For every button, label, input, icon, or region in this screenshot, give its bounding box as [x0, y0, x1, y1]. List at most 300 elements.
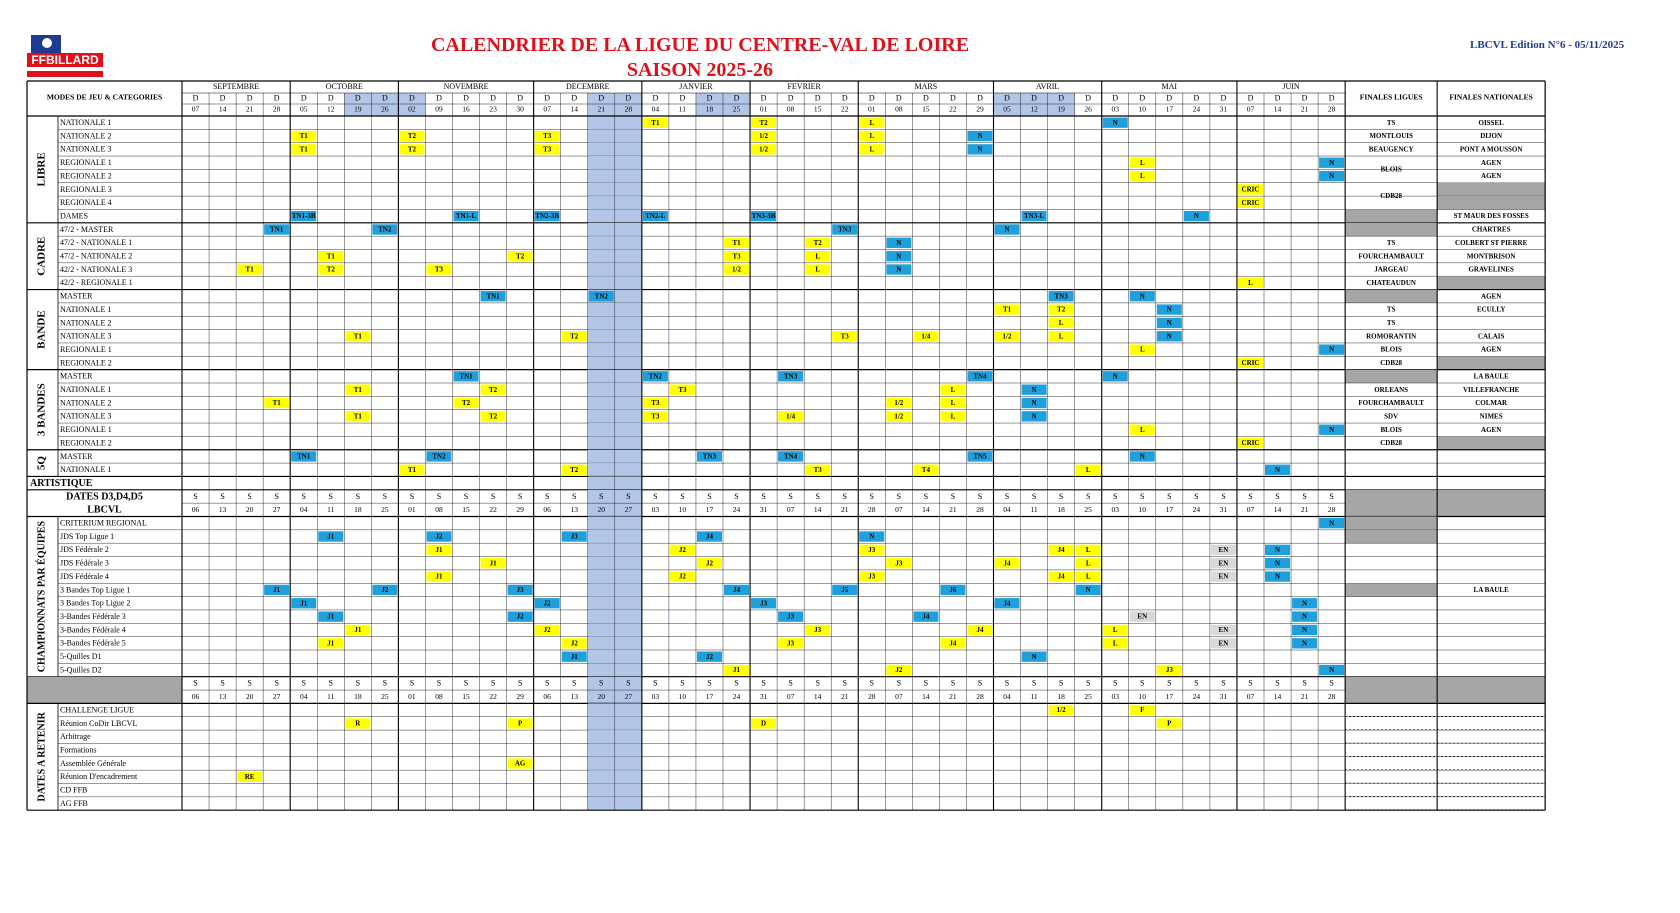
day-number: 07	[895, 505, 903, 515]
day-number: 28	[1327, 104, 1336, 114]
day-letter: S	[626, 678, 631, 688]
day-number: 10	[1138, 505, 1147, 515]
cell-label: J2	[381, 586, 389, 595]
day-letter: D	[1301, 93, 1308, 103]
day-letter: S	[923, 491, 929, 501]
day-number: 01	[408, 691, 416, 701]
cell-label: J4	[705, 532, 713, 541]
cell-label: D	[761, 719, 767, 728]
cell-label: T3	[813, 465, 822, 474]
section-libre: LIBRE	[35, 152, 48, 187]
category-label: REGIONALE 1	[60, 158, 112, 168]
day-letter: S	[1058, 678, 1064, 688]
day-number: 11	[1030, 505, 1038, 515]
day-letter: D	[1004, 93, 1010, 103]
day-letter: S	[193, 678, 198, 688]
finale-nationale: AGEN	[1481, 158, 1502, 167]
dates-label-1: DATES D3,D4,D5	[66, 491, 143, 503]
day-letter: D	[300, 93, 307, 103]
day-letter: S	[355, 678, 361, 688]
day-number: 01	[868, 104, 876, 114]
cell-label: P	[1167, 719, 1172, 728]
cell-label: T3	[434, 265, 444, 274]
day-number: 21	[840, 505, 849, 515]
finale-ligue: CDB28	[1380, 439, 1403, 448]
cell-label: L	[1085, 572, 1091, 581]
day-letter: D	[544, 93, 551, 103]
cell-label: 1/4	[921, 332, 931, 341]
cell-label: TN4	[973, 372, 987, 381]
category-label: NATIONALE 3	[60, 144, 112, 154]
day-letter: D	[571, 93, 578, 103]
day-letter: S	[1085, 678, 1091, 688]
cell-label: T1	[299, 132, 308, 141]
day-letter: S	[463, 678, 469, 688]
category-label: REGIONALE 2	[60, 438, 112, 448]
day-letter: S	[1112, 678, 1118, 688]
day-number: 11	[327, 691, 335, 701]
day-number: 31	[1219, 104, 1228, 114]
finale-ligue: TS	[1386, 118, 1396, 127]
day-number: 21	[1300, 104, 1309, 114]
finale-nationale: OISSEL	[1478, 118, 1504, 127]
day-number: 18	[1057, 505, 1065, 515]
cell-label: J3	[1165, 666, 1173, 675]
day-letter: S	[1302, 491, 1307, 501]
cell-label: N	[977, 132, 983, 141]
cell-label: J3	[895, 559, 903, 568]
team-competition-label: 5-Quilles D2	[60, 665, 102, 675]
day-number: 10	[678, 691, 687, 701]
day-letter: S	[1194, 491, 1199, 501]
cell-label: T2	[813, 238, 822, 247]
day-number: 04	[299, 505, 308, 515]
cell-label: TN2-L	[645, 212, 666, 221]
cell-label: T3	[678, 385, 687, 394]
day-letter: S	[1221, 491, 1226, 501]
day-letter: S	[301, 678, 306, 688]
day-letter: D	[1058, 93, 1065, 103]
day-number: 07	[543, 104, 551, 114]
day-number: 11	[1030, 691, 1038, 701]
cell-label: L	[815, 265, 821, 274]
cell-label: TN2	[594, 292, 608, 301]
day-letter: S	[220, 678, 225, 688]
finale-nationale: COLBERT ST PIERRE	[1455, 238, 1528, 247]
day-number: 10	[678, 505, 687, 515]
category-label: 47/2 - NATIONALE 2	[60, 251, 133, 261]
finale-nationale: PONT A MOUSSON	[1459, 145, 1523, 154]
day-number: 22	[949, 104, 957, 114]
cell-label: J3	[787, 612, 795, 621]
finals-ligue-header: FINALES LIGUES	[1359, 92, 1423, 102]
day-number: 07	[1246, 691, 1255, 701]
cell-label: N	[869, 532, 875, 541]
cell-label: N	[1329, 172, 1335, 181]
cell-label: TN2	[648, 372, 662, 381]
cell-label: T1	[353, 332, 362, 341]
cell-label: T1	[353, 385, 362, 394]
finale-nationale: COLMAR	[1475, 399, 1508, 408]
day-number: 27	[624, 691, 633, 701]
cell-label: EN	[1137, 612, 1148, 621]
day-letter: S	[517, 678, 523, 688]
finale-ligue: FOURCHAMBAULT	[1358, 399, 1424, 408]
day-letter: S	[1275, 491, 1280, 501]
cell-label: L	[1085, 545, 1091, 554]
day-number: 19	[354, 104, 362, 114]
month-decembre: DECEMBRE	[565, 81, 610, 91]
day-number: 24	[732, 505, 741, 515]
month-octobre: OCTOBRE	[325, 81, 363, 91]
cell-label: 1/2	[1056, 706, 1066, 715]
day-number: 28	[976, 505, 984, 515]
cell-label: T2	[461, 399, 471, 408]
day-letter: S	[328, 678, 334, 688]
day-number: 07	[895, 691, 903, 701]
cell-label: L	[1085, 465, 1091, 474]
cell-label: L	[1139, 425, 1145, 434]
retain-item-label: Formations	[60, 745, 97, 755]
cell-label: J2	[705, 559, 713, 568]
cell-label: J1	[327, 532, 335, 541]
cell-label: J4	[976, 626, 984, 635]
day-letter: S	[409, 678, 415, 688]
day-number: 26	[1084, 104, 1092, 114]
cell-label: J1	[273, 586, 281, 595]
day-number: 23	[489, 104, 497, 114]
cell-label: RE	[244, 772, 255, 781]
category-label: 47/2 - NATIONALE 1	[60, 238, 133, 248]
finale-ligue: FOURCHAMBAULT	[1358, 252, 1424, 261]
cell-label: 1/2	[894, 412, 904, 421]
section-3-bandes: 3 BANDES	[35, 383, 48, 437]
day-letter: S	[653, 491, 658, 501]
category-label: MASTER	[60, 371, 93, 381]
cell-label: EN	[1218, 545, 1229, 554]
cell-label: L	[869, 132, 875, 141]
day-letter: S	[301, 491, 306, 501]
cell-label: T3	[543, 145, 552, 154]
day-number: 28	[976, 691, 984, 701]
day-number: 22	[489, 691, 497, 701]
day-number: 14	[1273, 691, 1282, 701]
cell-label: N	[1166, 319, 1172, 328]
day-letter: S	[355, 491, 361, 501]
day-number: 15	[462, 691, 470, 701]
day-letter: S	[490, 491, 496, 501]
day-letter: D	[706, 93, 713, 103]
day-letter: D	[1220, 93, 1227, 103]
cell-label: N	[1302, 626, 1308, 635]
day-letter: S	[950, 678, 956, 688]
section-bande: BANDE	[35, 310, 48, 349]
cell-label: TN1	[486, 292, 500, 301]
cell-label: N	[1112, 118, 1118, 127]
finale-nationale: AGEN	[1481, 425, 1502, 434]
category-label: NATIONALE 1	[60, 118, 112, 128]
retain-item-label: AG FFB	[60, 798, 88, 808]
section-cadre: CADRE	[35, 236, 48, 276]
cell-label: L	[815, 252, 821, 261]
day-letter: S	[1167, 678, 1172, 688]
cell-label: T2	[759, 118, 768, 127]
day-number: 11	[678, 104, 687, 114]
day-number: 25	[381, 691, 389, 701]
day-number: 21	[1300, 691, 1309, 701]
finale-ligue: BLOIS	[1380, 425, 1402, 434]
day-letter: S	[247, 678, 252, 688]
day-letter: D	[1193, 93, 1200, 103]
day-number: 24	[1192, 691, 1201, 701]
cell-label: N	[1302, 599, 1308, 608]
day-number: 28	[868, 505, 876, 515]
day-number: 25	[732, 104, 741, 114]
cell-label: N	[1329, 425, 1335, 434]
finale-ligue: MONTLOUIS	[1369, 132, 1413, 141]
day-number: 06	[191, 505, 200, 515]
day-number: 22	[840, 104, 849, 114]
cell-label: N	[1031, 412, 1037, 421]
cell-label: L	[1139, 345, 1145, 354]
day-number: 15	[922, 104, 930, 114]
day-number: 21	[245, 104, 254, 114]
day-number: 16	[462, 104, 470, 114]
cell-label: J4	[949, 639, 957, 648]
cell-label: F	[1140, 706, 1145, 715]
day-number: 27	[272, 691, 281, 701]
day-number: 29	[516, 505, 524, 515]
cell-label: TN2-3B	[535, 212, 560, 221]
cell-label: CRIC	[1241, 439, 1260, 448]
cell-label: J2	[516, 612, 524, 621]
finale-ligue: CHATEAUDUN	[1366, 278, 1416, 287]
day-number: 17	[1165, 691, 1174, 701]
cell-label: N	[1004, 225, 1010, 234]
finale-nationale: CALAIS	[1477, 332, 1505, 341]
finale-ligue: SDV	[1384, 412, 1399, 421]
finale-ligue: CDB28	[1380, 192, 1403, 201]
cell-label: N	[1193, 212, 1199, 221]
day-letter: D	[598, 93, 605, 103]
day-letter: S	[977, 491, 983, 501]
cell-label: 1/2	[759, 145, 769, 154]
day-number: 27	[624, 505, 633, 515]
day-number: 25	[1084, 505, 1092, 515]
day-letter: D	[1085, 93, 1092, 103]
category-label: MASTER	[60, 451, 93, 461]
day-letter: D	[841, 93, 848, 103]
day-letter: S	[220, 491, 225, 501]
day-letter: D	[760, 93, 767, 103]
finale-ligue: TS	[1386, 305, 1396, 314]
day-letter: D	[517, 93, 524, 103]
finale-ligue: BLOIS	[1380, 345, 1402, 354]
day-number: 21	[597, 104, 606, 114]
cell-label: N	[1329, 666, 1335, 675]
team-competition-label: JDS Top Ligue 1	[60, 531, 115, 541]
cell-label: EN	[1218, 559, 1229, 568]
month-avril: AVRIL	[1035, 81, 1060, 91]
day-letter: S	[653, 678, 658, 688]
day-number: 01	[759, 104, 768, 114]
section-5q: 5Q	[35, 456, 48, 471]
day-letter: S	[328, 491, 334, 501]
day-letter: S	[1031, 491, 1037, 501]
finale-nationale: VILLEFRANCHE	[1462, 385, 1520, 394]
team-competition-label: CRITERIUM REGIONAL	[60, 518, 147, 528]
day-letter: D	[814, 93, 821, 103]
day-number: 08	[435, 505, 443, 515]
category-label: 42/2 - NATIONALE 3	[60, 264, 133, 274]
cell-label: J3	[787, 639, 795, 648]
cell-label: N	[1139, 292, 1145, 301]
cell-label: 1/2	[759, 132, 769, 141]
day-letter: S	[571, 491, 577, 501]
day-letter: S	[761, 491, 766, 501]
cell-label: J4	[733, 586, 741, 595]
day-letter: S	[382, 491, 388, 501]
cell-label: N	[1302, 612, 1308, 621]
cell-label: J5	[841, 586, 849, 595]
day-letter: S	[923, 678, 929, 688]
cell-label: 1/4	[786, 412, 796, 421]
day-number: 06	[543, 691, 551, 701]
day-letter: D	[1031, 93, 1037, 103]
day-number: 29	[976, 104, 984, 114]
section-label: CHAMPIONNATS PAR ÉQUIPES	[36, 520, 48, 673]
day-letter: S	[1004, 491, 1010, 501]
cell-label: T2	[516, 252, 525, 261]
cell-label: J4	[922, 612, 930, 621]
category-label: NATIONALE 1	[60, 304, 112, 314]
day-number: 08	[435, 691, 443, 701]
day-number: 06	[191, 691, 200, 701]
day-letter: S	[788, 678, 793, 688]
day-number: 07	[1246, 505, 1255, 515]
day-number: 07	[786, 505, 795, 515]
cell-label: J2	[678, 572, 686, 581]
cell-label: T1	[272, 399, 281, 408]
month-mars: MARS	[914, 81, 938, 91]
day-number: 17	[1165, 505, 1174, 515]
day-number: 14	[570, 104, 578, 114]
day-letter: S	[436, 491, 442, 501]
category-label: REGIONALE 4	[60, 198, 112, 208]
cell-label: J3	[570, 532, 578, 541]
cell-label: P	[517, 719, 523, 728]
day-letter: S	[761, 678, 766, 688]
day-number: 07	[1246, 104, 1255, 114]
day-letter: D	[192, 93, 199, 103]
day-number: 24	[1192, 104, 1201, 114]
day-letter: D	[625, 93, 632, 103]
cell-label: J1	[733, 666, 741, 675]
team-competition-label: JDS Fédérale 4	[60, 571, 109, 581]
category-label: REGIONALE 1	[60, 344, 112, 354]
category-label: REGIONALE 2	[60, 358, 112, 368]
day-number: 22	[489, 505, 497, 515]
cell-label: L	[869, 145, 875, 154]
cell-label: T1	[299, 145, 308, 154]
team-competition-label: JDS Fédérale 3	[60, 558, 109, 568]
day-letter: S	[680, 491, 685, 501]
cell-label: T1	[326, 252, 335, 261]
cell-label: J1	[435, 572, 443, 581]
day-number: 06	[543, 505, 551, 515]
day-letter: S	[1302, 678, 1307, 688]
cell-label: J2	[543, 626, 551, 635]
cell-label: CRIC	[1241, 185, 1260, 194]
day-letter: D	[1139, 93, 1146, 103]
category-label: DAMES	[60, 211, 89, 221]
category-label: MASTER	[60, 291, 93, 301]
cell-label: T2	[570, 465, 579, 474]
cell-label: TN2	[432, 452, 446, 461]
cell-label: N	[977, 145, 983, 154]
day-number: 21	[1300, 505, 1309, 515]
month-fevrier: FEVRIER	[787, 81, 821, 91]
day-number: 14	[813, 691, 822, 701]
cell-label: J4	[1057, 572, 1065, 581]
day-letter: D	[1328, 93, 1335, 103]
day-number: 03	[1111, 505, 1119, 515]
cell-label: J1	[327, 612, 335, 621]
day-letter: S	[517, 491, 523, 501]
day-number: 20	[245, 691, 254, 701]
cell-label: L	[1112, 639, 1118, 648]
cell-label: N	[1085, 586, 1091, 595]
cell-label: TN2	[378, 225, 392, 234]
category-label: REGIONALE 2	[60, 171, 112, 181]
cell-label: T1	[407, 465, 417, 474]
cell-label: J1	[300, 599, 308, 608]
day-number: 15	[813, 104, 822, 114]
day-letter: S	[436, 678, 442, 688]
title-line-2: SAISON 2025-26	[626, 59, 774, 81]
cell-label: EN	[1218, 639, 1229, 648]
day-letter: D	[868, 93, 875, 103]
category-label: 42/2 - REGIONALE 1	[60, 278, 133, 288]
day-number: 20	[245, 505, 254, 515]
team-competition-label: 3-Bandes Fédérale 4	[60, 625, 126, 635]
day-number: 14	[218, 104, 227, 114]
cell-label: L	[1058, 319, 1064, 328]
cell-label: L	[1085, 559, 1091, 568]
cell-label: L	[950, 412, 956, 421]
cell-label: T4	[921, 465, 930, 474]
category-label: NATIONALE 2	[60, 398, 112, 408]
day-number: 08	[786, 104, 795, 114]
cell-label: J2	[543, 599, 551, 608]
cell-label: N	[1274, 545, 1281, 554]
retain-item-label: Arbitrage	[60, 732, 91, 742]
day-number: 25	[381, 505, 389, 515]
cell-label: AG	[514, 759, 526, 768]
day-letter: D	[977, 93, 983, 103]
day-number: 18	[354, 691, 362, 701]
retain-item-label: CD FFB	[60, 785, 88, 795]
cell-label: L	[869, 118, 875, 127]
finale-nationale: MONTBRISON	[1466, 252, 1516, 261]
cell-label: T2	[570, 332, 579, 341]
cell-label: N	[1031, 652, 1037, 661]
day-number: 18	[705, 104, 714, 114]
day-letter: S	[544, 491, 550, 501]
day-number: 31	[1219, 505, 1228, 515]
day-letter: S	[788, 491, 793, 501]
cell-label: N	[896, 238, 902, 247]
